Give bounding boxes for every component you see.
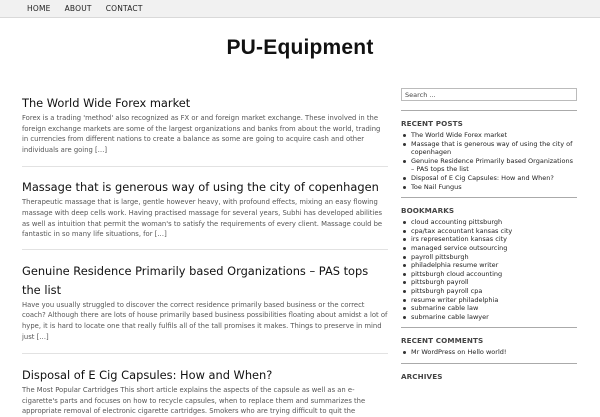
recent-post-link[interactable]: Disposal of E Cig Capsules: How and When?: [411, 173, 554, 182]
top-navigation-bar: [0, 0, 600, 18]
bullet-icon: [403, 230, 406, 233]
post-entry: [22, 94, 388, 167]
bookmark-item[interactable]: [401, 296, 577, 305]
post-title-link[interactable]: Disposal of E Cig Capsules: How and When?: [22, 368, 273, 383]
bookmark-link[interactable]: resume writer philadelphia: [411, 295, 499, 304]
bookmark-link[interactable]: cloud accounting pittsburgh: [411, 218, 503, 227]
bookmark-item[interactable]: [401, 253, 577, 262]
bullet-icon: [403, 281, 406, 284]
widget-title: BOOKMARKS: [401, 206, 455, 216]
post-excerpt: Therapeutic massage that is large, gentle however heavy, with profound effects, mixing an easy flowing massage with deep cells work. Having practised massage for several years, Subhi has developed abilities as well as intuition that permit the woman's to satisfy the requirements of every client. Massage could be fantastic in so many life situations, for […]: [22, 198, 383, 239]
post-list: [22, 94, 388, 417]
bookmark-item[interactable]: [401, 313, 577, 322]
post-excerpt: The Most Popular Cartridges This short article explains the aspects of the capsule as well as an e-cigarette's parts and focuses on how to recycle capsules, when to replace them and summarizes the appropriate removal of electronic cigarette cartridges. Smokers who are trying difficult to quit the: [22, 386, 366, 416]
recent-comment-item: [401, 348, 577, 357]
widget-title: RECENT COMMENTS: [401, 336, 484, 346]
bookmark-item[interactable]: [401, 218, 577, 227]
bookmark-link[interactable]: cpa/tax accountant kansas city: [411, 226, 513, 235]
bookmark-item[interactable]: [401, 227, 577, 236]
nav-home[interactable]: HOME: [27, 4, 51, 13]
bullet-icon: [403, 247, 406, 250]
bookmark-item[interactable]: [401, 244, 577, 253]
bullet-icon: [403, 134, 406, 137]
sidebar: [401, 88, 577, 384]
bullet-icon: [403, 316, 406, 319]
bookmark-link[interactable]: submarine cable law: [411, 304, 479, 313]
recent-post-item[interactable]: [401, 157, 577, 174]
widget-title: RECENT POSTS: [401, 119, 463, 128]
recent-post-link[interactable]: Massage that is generous way of using the city of copenhagen: [411, 139, 573, 157]
bookmark-item[interactable]: [401, 304, 577, 313]
bookmark-link[interactable]: payroll pittsburgh: [411, 252, 469, 261]
nav-about[interactable]: ABOUT: [64, 4, 92, 13]
bookmark-item[interactable]: [401, 235, 577, 244]
widget-title: ARCHIVES: [401, 371, 443, 381]
search-widget: [401, 88, 577, 111]
recent-post-item[interactable]: [401, 131, 577, 140]
bookmarks-widget: [401, 206, 577, 328]
post-title-link[interactable]: Genuine Residence Primarily based Organizations – PAS tops the list: [22, 263, 369, 297]
bullet-icon: [403, 186, 406, 189]
bullet-icon: [403, 238, 406, 241]
bullet-icon: [403, 290, 406, 293]
search-input[interactable]: [401, 88, 577, 101]
bookmark-link[interactable]: pittsburgh payroll cpa: [411, 286, 483, 295]
bookmark-item[interactable]: [401, 278, 577, 287]
bullet-icon: [403, 160, 406, 163]
bullet-icon: [403, 351, 406, 354]
recent-post-link[interactable]: Genuine Residence Primarily based Organizations – PAS tops the list: [411, 156, 573, 174]
post-entry: [22, 354, 388, 417]
bullet-icon: [403, 221, 406, 224]
bullet-icon: [403, 256, 406, 259]
recent-comments-widget: [401, 336, 577, 364]
bullet-icon: [403, 177, 406, 180]
recent-post-item[interactable]: [401, 174, 577, 183]
comment-on-text: on: [457, 348, 466, 357]
site-title[interactable]: PU-Equipment: [226, 36, 374, 59]
bookmark-item[interactable]: [401, 270, 577, 279]
post-excerpt: Have you usually struggled to discover the correct residence primarily based business or the correct coach? Although there are lots of house primarily based business possibilities floating about amidst a lot of hype, it is hard to locate one that really fulfils all of the tall promises it makes. Things to preserve in mind just […]: [22, 300, 388, 341]
bookmark-link[interactable]: irs representation kansas city: [411, 235, 508, 244]
bookmark-link[interactable]: pittsburgh payroll: [411, 278, 469, 287]
bookmark-link[interactable]: managed service outsourcing: [411, 243, 508, 252]
post-title-link[interactable]: The World Wide Forex market: [22, 96, 191, 110]
post-excerpt: Forex is a trading 'method' also recognized as FX or and foreign market exchange. These involved in the foreign exchange markets are some of the largest organizations and banks from about the world, trading in currencies from different nations to create a balance as some are going to acquire cash and other individuals are going […]: [22, 114, 381, 154]
bullet-icon: [403, 273, 406, 276]
recent-post-link[interactable]: Toe Nail Fungus: [411, 182, 462, 191]
bullet-icon: [403, 143, 406, 146]
recent-post-item[interactable]: [401, 140, 577, 157]
recent-posts-widget: [401, 119, 577, 198]
post-entry: [22, 250, 388, 354]
bookmark-item[interactable]: [401, 287, 577, 296]
comment-author-link[interactable]: Mr WordPress: [411, 348, 456, 357]
bookmark-item[interactable]: [401, 261, 577, 270]
nav-contact[interactable]: CONTACT: [105, 4, 143, 13]
bullet-icon: [403, 264, 406, 267]
bookmark-link[interactable]: submarine cable lawyer: [411, 312, 489, 321]
recent-post-item[interactable]: [401, 183, 577, 192]
bullet-icon: [403, 299, 406, 302]
bookmark-link[interactable]: pittsburgh cloud accounting: [411, 269, 503, 278]
comment-post-link[interactable]: Hello world!: [467, 348, 507, 357]
post-entry: [22, 167, 388, 249]
archives-widget: [401, 372, 577, 381]
bullet-icon: [403, 307, 406, 310]
post-title-link[interactable]: Massage that is generous way of using the city of copenhagen: [22, 180, 379, 195]
bookmark-link[interactable]: philadelphia resume writer: [411, 261, 499, 270]
recent-post-link[interactable]: The World Wide Forex market: [411, 131, 508, 139]
main-menu: [0, 0, 600, 18]
